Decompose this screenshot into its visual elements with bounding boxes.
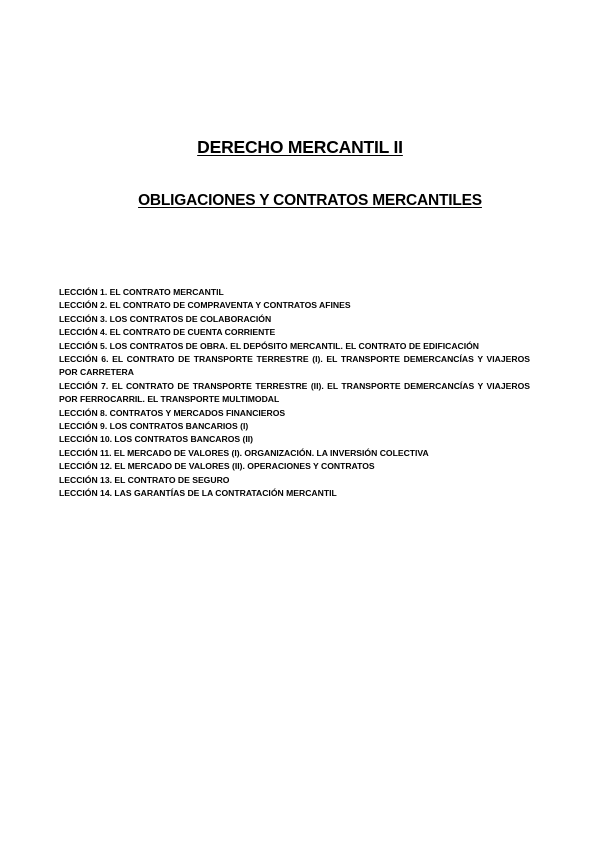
lesson-item: LECCIÓN 12. EL MERCADO DE VALORES (II). OPERACIONES Y CONTRATOS bbox=[59, 461, 375, 472]
lesson-item: LECCIÓN 2. EL CONTRATO DE COMPRAVENTA Y CONTRATOS AFINES bbox=[59, 300, 351, 311]
document-title: DERECHO MERCANTIL II bbox=[197, 137, 403, 157]
lesson-item: LECCIÓN 7. EL CONTRATO DE TRANSPORTE TERRESTRE (II). EL TRANSPORTE DEMERCANCÍAS Y VIAJEROS POR FERROCARRIL. EL TRANSPORTE MULTIMODAL bbox=[59, 380, 530, 405]
lesson-item: LECCIÓN 6. EL CONTRATO DE TRANSPORTE TERRESTRE (I). EL TRANSPORTE DEMERCANCÍAS Y VIAJEROS POR CARRETERA bbox=[59, 354, 530, 378]
lesson-item: LECCIÓN 9. LOS CONTRATOS BANCARIOS (I) bbox=[59, 421, 249, 432]
lesson-item: LECCIÓN 3. LOS CONTRATOS DE COLABORACIÓN bbox=[59, 313, 272, 324]
lesson-item: LECCIÓN 11. EL MERCADO DE VALORES (I). ORGANIZACIÓN. LA INVERSIÓN COLECTIVA bbox=[59, 447, 429, 458]
lesson-item: LECCIÓN 13. EL CONTRATO DE SEGURO bbox=[59, 474, 230, 485]
lesson-list bbox=[59, 286, 530, 501]
lesson-item: LECCIÓN 8. CONTRATOS Y MERCADOS FINANCIEROS bbox=[59, 407, 286, 418]
lesson-item: LECCIÓN 14. LAS GARANTÍAS DE LA CONTRATACIÓN MERCANTIL bbox=[59, 488, 337, 499]
document-subtitle: OBLIGACIONES Y CONTRATOS MERCANTILES bbox=[138, 192, 482, 209]
lesson-item: LECCIÓN 5. LOS CONTRATOS DE OBRA. EL DEPÓSITO MERCANTIL. EL CONTRATO DE EDIFICACIÓN bbox=[59, 340, 480, 351]
lesson-item: LECCIÓN 10. LOS CONTRATOS BANCAROS (II) bbox=[59, 434, 254, 445]
lesson-item: LECCIÓN 4. EL CONTRATO DE CUENTA CORRIENTE bbox=[59, 327, 276, 338]
lesson-item: LECCIÓN 1. EL CONTRATO MERCANTIL bbox=[59, 287, 224, 297]
